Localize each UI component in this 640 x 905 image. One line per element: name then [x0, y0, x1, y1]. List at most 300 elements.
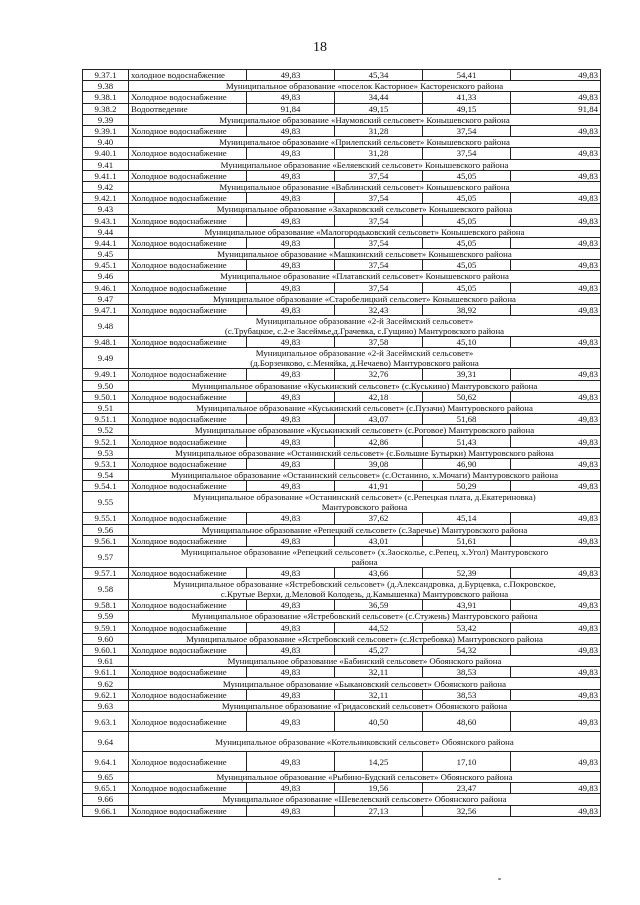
municipality-heading-row	[83, 226, 601, 237]
tariff-value-3: 38,92	[423, 304, 511, 315]
row-code: 9.59.1	[83, 622, 129, 633]
municipality-name-line: Муниципальное образование «Машкинский сельсовет» Конышевского района	[217, 249, 512, 260]
row-code: 9.41	[83, 159, 129, 170]
row-code: 9.64.1	[83, 752, 129, 772]
row-code: 9.52	[83, 425, 129, 436]
tariff-value-2: 32,11	[335, 667, 423, 678]
tariff-row	[83, 752, 601, 772]
tariff-value-2: 37,54	[335, 237, 423, 248]
row-code: 9.54.1	[83, 481, 129, 492]
row-code: 9.64	[83, 732, 129, 752]
service-name: Холодное водоснабжение	[129, 805, 247, 816]
row-code: 9.48.1	[83, 337, 129, 348]
service-name: Холодное водоснабжение	[129, 125, 247, 136]
row-code: 9.61.1	[83, 667, 129, 678]
municipality-heading-row	[83, 293, 601, 304]
row-code: 9.65	[83, 772, 129, 783]
municipality-name-line: Муниципальное образование «поселок Касторное» Касторенского района	[225, 81, 504, 92]
row-code: 9.57	[83, 546, 129, 567]
tariff-value-3: 45,14	[423, 513, 511, 524]
municipality-name-line: Муниципальное образование «Рыбино-Будский сельсовет» Обоянского района	[216, 772, 513, 783]
tariff-row	[83, 458, 601, 469]
service-name: Холодное водоснабжение	[129, 193, 247, 204]
row-code: 9.62.1	[83, 689, 129, 700]
page-number: 18	[313, 40, 327, 55]
tariff-value-1: 49,83	[247, 92, 335, 103]
municipality-name	[129, 611, 601, 622]
municipality-name-line: Муниципальное образование «Останинский сельсовет» (с.Большие Бутырки) Мантуровского района	[175, 447, 554, 458]
tariff-row	[83, 92, 601, 103]
municipality-name	[129, 81, 601, 92]
municipality-name	[129, 794, 601, 805]
tariff-row	[83, 712, 601, 732]
municipality-heading-row	[83, 656, 601, 667]
municipality-name	[129, 656, 601, 667]
tariff-value-1: 91,84	[247, 103, 335, 114]
service-name: Холодное водоснабжение	[129, 237, 247, 248]
row-code: 9.44	[83, 226, 129, 237]
municipality-name-line: Муниципальное образование «Беляевский сельсовет» Конышевского района	[220, 159, 509, 170]
municipality-heading-row	[83, 271, 601, 282]
service-name: Холодное водоснабжение	[129, 689, 247, 700]
tariff-value-1: 49,83	[247, 260, 335, 271]
municipality-name-line: Муниципальное образование «Останинский сельсовет» (с.Останино, х.Мочаги) Мантуровского района	[170, 470, 558, 481]
tariff-value-1: 49,83	[247, 752, 335, 772]
tariff-row	[83, 414, 601, 425]
service-name: Холодное водоснабжение	[129, 369, 247, 380]
tariff-row	[83, 260, 601, 271]
tariff-value-2: 49,15	[335, 103, 423, 114]
tariff-value-4: 49,83	[511, 215, 601, 226]
municipality-name-line: Муниципальное образование «Платавский сельсовет» Конышевского района	[220, 271, 509, 282]
tariff-table	[82, 69, 601, 817]
service-name: Водоотведение	[129, 103, 247, 114]
row-code: 9.51.1	[83, 414, 129, 425]
tariff-value-3: 37,54	[423, 148, 511, 159]
row-code: 9.62	[83, 678, 129, 689]
row-code: 9.57.1	[83, 567, 129, 578]
service-name: Холодное водоснабжение	[129, 481, 247, 492]
tariff-value-3: 50,29	[423, 481, 511, 492]
row-code: 9.58.1	[83, 600, 129, 611]
tariff-value-3: 23,47	[423, 783, 511, 794]
tariff-value-1: 49,83	[247, 567, 335, 578]
tariff-value-2: 14,25	[335, 752, 423, 772]
municipality-heading-row	[83, 348, 601, 369]
row-code: 9.66.1	[83, 805, 129, 816]
municipality-name	[129, 700, 601, 711]
row-code: 9.52.1	[83, 436, 129, 447]
service-name: Холодное водоснабжение	[129, 752, 247, 772]
tariff-row	[83, 513, 601, 524]
municipality-name-line: Муниципальное образование «Ястребовский сельсовет» (с.Ястребовка) Мантуровского района	[186, 633, 543, 644]
tariff-value-2: 39,08	[335, 458, 423, 469]
municipality-heading-row	[83, 159, 601, 170]
service-name: Холодное водоснабжение	[129, 391, 247, 402]
row-code: 9.42.1	[83, 193, 129, 204]
tariff-value-2: 45,34	[335, 70, 423, 81]
tariff-value-3: 48,60	[423, 712, 511, 732]
municipality-heading-row	[83, 794, 601, 805]
tariff-value-1: 49,83	[247, 481, 335, 492]
tariff-value-3: 43,91	[423, 600, 511, 611]
tariff-value-1: 49,83	[247, 712, 335, 732]
row-code: 9.60.1	[83, 644, 129, 655]
municipality-name	[129, 181, 601, 192]
municipality-heading-row	[83, 380, 601, 391]
municipality-name-line: Муниципальное образование «2-й Засеймский сельсовет»	[255, 316, 474, 327]
tariff-value-4: 49,83	[511, 567, 601, 578]
tariff-value-1: 49,83	[247, 193, 335, 204]
tariff-value-1: 49,83	[247, 148, 335, 159]
row-code: 9.38.2	[83, 103, 129, 114]
tariff-value-2: 43,07	[335, 414, 423, 425]
municipality-heading-row	[83, 402, 601, 413]
tariff-value-3: 51,43	[423, 436, 511, 447]
municipality-name-line: Муниципальное образование «Куськинский сельсовет» (с.Роговое) Мантуровского района	[194, 425, 535, 436]
service-name: Холодное водоснабжение	[129, 600, 247, 611]
tariff-value-2: 37,54	[335, 215, 423, 226]
tariff-value-4: 49,83	[511, 535, 601, 546]
tariff-row	[83, 125, 601, 136]
row-code: 9.53	[83, 447, 129, 458]
service-name: Холодное водоснабжение	[129, 436, 247, 447]
municipality-heading-row	[83, 425, 601, 436]
municipality-name	[129, 425, 601, 436]
tariff-value-4: 49,83	[511, 260, 601, 271]
tariff-value-1: 49,83	[247, 337, 335, 348]
tariff-row	[83, 481, 601, 492]
tariff-value-1: 49,83	[247, 369, 335, 380]
municipality-name	[129, 470, 601, 481]
municipality-name	[129, 579, 601, 600]
row-code: 9.55.1	[83, 513, 129, 524]
tariff-value-4: 49,83	[511, 70, 601, 81]
municipality-name-line: Муниципальное образование «Куськинский сельсовет» (с.Куськино) Мантуровского района	[191, 380, 538, 391]
row-code: 9.59	[83, 611, 129, 622]
tariff-value-3: 53,42	[423, 622, 511, 633]
tariff-value-2: 37,54	[335, 170, 423, 181]
tariff-value-3: 46,90	[423, 458, 511, 469]
tariff-value-1: 49,83	[247, 805, 335, 816]
tariff-value-4: 49,83	[511, 712, 601, 732]
municipality-name-line: района	[351, 556, 378, 567]
row-code: 9.49	[83, 348, 129, 369]
tariff-row	[83, 170, 601, 181]
municipality-name-line: Муниципальное образование «Куськинский сельсовет» (с.Пузачи) Мантуровского района	[196, 402, 533, 413]
tariff-value-1: 49,83	[247, 689, 335, 700]
row-code: 9.47.1	[83, 304, 129, 315]
tariff-value-2: 32,76	[335, 369, 423, 380]
municipality-name-line: Муниципальное образование «Репецкий сельсовет» (х.Заосколье, с.Репец, х.Угол) Мантуровского	[180, 546, 549, 557]
tariff-row	[83, 567, 601, 578]
municipality-name	[129, 226, 601, 237]
tariff-value-1: 49,83	[247, 304, 335, 315]
row-code: 9.41.1	[83, 170, 129, 181]
tariff-value-3: 38,53	[423, 667, 511, 678]
municipality-name-line: Муниципальное образование «Быкановский сельсовет» Обоянского района	[222, 678, 507, 689]
tariff-value-3: 45,05	[423, 170, 511, 181]
municipality-name	[129, 492, 601, 513]
municipality-heading-row	[83, 732, 601, 752]
tariff-table-body	[83, 70, 601, 817]
municipality-name-line: (д.Борзенково, с.Меняйка, д.Нечаево) Мантуровского района	[250, 358, 479, 369]
municipality-heading-row	[83, 137, 601, 148]
tariff-value-3: 39,31	[423, 369, 511, 380]
tariff-row	[83, 148, 601, 159]
row-code: 9.60	[83, 633, 129, 644]
municipality-name-line: Муниципальное образование «Гридасовский сельсовет» Обоянского района	[221, 700, 508, 711]
tariff-value-1: 49,83	[247, 644, 335, 655]
tariff-row	[83, 391, 601, 402]
tariff-row	[83, 535, 601, 546]
tariff-value-3: 45,05	[423, 260, 511, 271]
tariff-value-4: 49,83	[511, 481, 601, 492]
row-code: 9.56.1	[83, 535, 129, 546]
scan-speck	[498, 878, 501, 880]
row-code: 9.63.1	[83, 712, 129, 732]
row-code: 9.50.1	[83, 391, 129, 402]
row-code: 9.61	[83, 656, 129, 667]
municipality-name	[129, 380, 601, 391]
municipality-name-line: Муниципальное образование «Старобелицкий сельсовет» Конышевского района	[213, 293, 516, 304]
tariff-value-3: 54,41	[423, 70, 511, 81]
row-code: 9.46.1	[83, 282, 129, 293]
municipality-heading-row	[83, 114, 601, 125]
row-code: 9.53.1	[83, 458, 129, 469]
tariff-value-4: 49,83	[511, 689, 601, 700]
tariff-value-4: 49,83	[511, 752, 601, 772]
tariff-value-2: 37,58	[335, 337, 423, 348]
tariff-value-3: 49,15	[423, 103, 511, 114]
municipality-heading-row	[83, 524, 601, 535]
municipality-heading-row	[83, 700, 601, 711]
municipality-heading-row	[83, 470, 601, 481]
tariff-value-2: 40,50	[335, 712, 423, 732]
tariff-value-2: 37,62	[335, 513, 423, 524]
tariff-value-1: 49,83	[247, 783, 335, 794]
municipality-heading-row	[83, 181, 601, 192]
municipality-heading-row	[83, 546, 601, 567]
service-name: Холодное водоснабжение	[129, 458, 247, 469]
row-code: 9.46	[83, 271, 129, 282]
tariff-value-2: 44,52	[335, 622, 423, 633]
municipality-name	[129, 524, 601, 535]
municipality-heading-row	[83, 772, 601, 783]
tariff-value-4: 49,83	[511, 436, 601, 447]
row-code: 9.38.1	[83, 92, 129, 103]
tariff-value-3: 45,05	[423, 282, 511, 293]
tariff-row	[83, 644, 601, 655]
row-code: 9.51	[83, 402, 129, 413]
municipality-name	[129, 114, 601, 125]
tariff-value-2: 36,59	[335, 600, 423, 611]
municipality-name	[129, 732, 601, 752]
service-name: Холодное водоснабжение	[129, 513, 247, 524]
tariff-row	[83, 215, 601, 226]
service-name: Холодное водоснабжение	[129, 667, 247, 678]
tariff-value-4: 49,83	[511, 304, 601, 315]
municipality-name-line: Муниципальное образование «Шевелевский сельсовет» Обоянского района	[222, 794, 507, 805]
tariff-value-3: 45,05	[423, 237, 511, 248]
tariff-value-2: 37,54	[335, 260, 423, 271]
row-code: 9.39.1	[83, 125, 129, 136]
tariff-value-1: 49,83	[247, 414, 335, 425]
tariff-value-1: 49,83	[247, 70, 335, 81]
tariff-value-3: 41,33	[423, 92, 511, 103]
row-code: 9.47	[83, 293, 129, 304]
service-name: Холодное водоснабжение	[129, 337, 247, 348]
tariff-row	[83, 436, 601, 447]
service-name: Холодное водоснабжение	[129, 644, 247, 655]
tariff-value-2: 41,91	[335, 481, 423, 492]
service-name: Холодное водоснабжение	[129, 170, 247, 181]
municipality-heading-row	[83, 611, 601, 622]
municipality-heading-row	[83, 81, 601, 92]
row-code: 9.58	[83, 579, 129, 600]
tariff-value-3: 38,53	[423, 689, 511, 700]
tariff-row	[83, 600, 601, 611]
tariff-value-3: 54,32	[423, 644, 511, 655]
tariff-value-4: 49,83	[511, 337, 601, 348]
municipality-name-line: Муниципальное образование «Котельниковский сельсовет» Обоянского района	[215, 736, 514, 747]
municipality-name	[129, 271, 601, 282]
row-code: 9.48	[83, 316, 129, 337]
municipality-name	[129, 678, 601, 689]
tariff-row	[83, 70, 601, 81]
tariff-value-4: 49,83	[511, 391, 601, 402]
municipality-name-line: Муниципальное образование «Прилепский сельсовет» Конышевского района	[219, 137, 510, 148]
municipality-name-line: Муниципальное образование «2-й Засеймский сельсовет»	[255, 348, 474, 359]
municipality-heading-row	[83, 492, 601, 513]
tariff-value-1: 49,83	[247, 436, 335, 447]
tariff-value-2: 37,54	[335, 282, 423, 293]
tariff-value-4: 49,83	[511, 125, 601, 136]
row-code: 9.43.1	[83, 215, 129, 226]
municipality-name	[129, 633, 601, 644]
tariff-value-3: 45,05	[423, 215, 511, 226]
row-code: 9.54	[83, 470, 129, 481]
row-code: 9.40	[83, 137, 129, 148]
municipality-name	[129, 159, 601, 170]
tariff-value-4: 49,83	[511, 92, 601, 103]
tariff-value-1: 49,83	[247, 667, 335, 678]
tariff-value-2: 31,28	[335, 125, 423, 136]
tariff-row	[83, 193, 601, 204]
tariff-value-4: 49,83	[511, 805, 601, 816]
tariff-value-1: 49,83	[247, 458, 335, 469]
row-code: 9.50	[83, 380, 129, 391]
service-name: Холодное водоснабжение	[129, 282, 247, 293]
municipality-heading-row	[83, 316, 601, 337]
municipality-heading-row	[83, 249, 601, 260]
row-code: 9.63	[83, 700, 129, 711]
service-name: холодное водоснабжение	[129, 70, 247, 81]
service-name: Холодное водоснабжение	[129, 304, 247, 315]
tariff-value-2: 34,44	[335, 92, 423, 103]
tariff-value-4: 49,83	[511, 414, 601, 425]
service-name: Холодное водоснабжение	[129, 535, 247, 546]
tariff-value-2: 43,66	[335, 567, 423, 578]
tariff-value-1: 49,83	[247, 215, 335, 226]
municipality-name	[129, 204, 601, 215]
tariff-value-2: 32,11	[335, 689, 423, 700]
row-code: 9.55	[83, 492, 129, 513]
service-name: Холодное водоснабжение	[129, 712, 247, 732]
row-code: 9.44.1	[83, 237, 129, 248]
tariff-row	[83, 783, 601, 794]
tariff-row	[83, 337, 601, 348]
tariff-value-4: 49,83	[511, 458, 601, 469]
municipality-name-line: Муниципальное образование «Бабинский сельсовет» Обоянского района	[227, 656, 502, 667]
tariff-row	[83, 304, 601, 315]
tariff-value-2: 42,86	[335, 436, 423, 447]
row-code: 9.39	[83, 114, 129, 125]
tariff-value-2: 31,28	[335, 148, 423, 159]
tariff-value-1: 49,83	[247, 282, 335, 293]
row-code: 9.43	[83, 204, 129, 215]
tariff-value-1: 49,83	[247, 125, 335, 136]
municipality-name	[129, 293, 601, 304]
tariff-value-2: 42,18	[335, 391, 423, 402]
municipality-heading-row	[83, 633, 601, 644]
municipality-name-line: Муниципальное образование «Малогородьковский сельсовет» Конышевского района	[204, 226, 525, 237]
municipality-heading-row	[83, 579, 601, 600]
municipality-name-line: с.Крутые Верхи, д.Меловой Колодезь, д.Камышенка) Мантуровского района	[220, 589, 509, 600]
municipality-name	[129, 402, 601, 413]
tariff-value-4: 49,83	[511, 148, 601, 159]
municipality-heading-row	[83, 447, 601, 458]
service-name: Холодное водоснабжение	[129, 148, 247, 159]
row-code: 9.37.1	[83, 70, 129, 81]
tariff-value-1: 49,83	[247, 535, 335, 546]
municipality-name	[129, 447, 601, 458]
tariff-row	[83, 689, 601, 700]
tariff-value-4: 49,83	[511, 667, 601, 678]
municipality-name-line: Муниципальное образование «Репецкий сельсовет» (с.Заречье) Мантуровского района	[201, 524, 528, 535]
tariff-value-3: 32,56	[423, 805, 511, 816]
municipality-name-line: Муниципальное образование «Захарковский сельсовет» Конышевского района	[216, 204, 513, 215]
tariff-row	[83, 369, 601, 380]
tariff-row	[83, 667, 601, 678]
tariff-value-2: 43,01	[335, 535, 423, 546]
service-name: Холодное водоснабжение	[129, 260, 247, 271]
tariff-value-3: 37,54	[423, 125, 511, 136]
tariff-value-1: 49,83	[247, 600, 335, 611]
tariff-value-4: 49,83	[511, 622, 601, 633]
tariff-value-1: 49,83	[247, 622, 335, 633]
row-code: 9.45	[83, 249, 129, 260]
municipality-name	[129, 546, 601, 567]
tariff-value-4: 49,83	[511, 513, 601, 524]
tariff-row	[83, 237, 601, 248]
tariff-value-4: 91,84	[511, 103, 601, 114]
municipality-name	[129, 316, 601, 337]
row-code: 9.49.1	[83, 369, 129, 380]
tariff-value-3: 45,05	[423, 193, 511, 204]
tariff-row	[83, 805, 601, 816]
tariff-value-3: 52,39	[423, 567, 511, 578]
tariff-value-1: 49,83	[247, 237, 335, 248]
tariff-value-1: 49,83	[247, 391, 335, 402]
tariff-value-4: 49,83	[511, 193, 601, 204]
municipality-name	[129, 772, 601, 783]
tariff-value-4: 49,83	[511, 170, 601, 181]
municipality-heading-row	[83, 678, 601, 689]
tariff-value-2: 45,27	[335, 644, 423, 655]
municipality-name-line: Муниципальное образование «Наумовский сельсовет» Конышевского района	[219, 114, 510, 125]
municipality-name-line: Муниципальное образование «Останинский сельсовет» (с.Репецкая плата, д.Екатериновка)	[193, 492, 536, 503]
